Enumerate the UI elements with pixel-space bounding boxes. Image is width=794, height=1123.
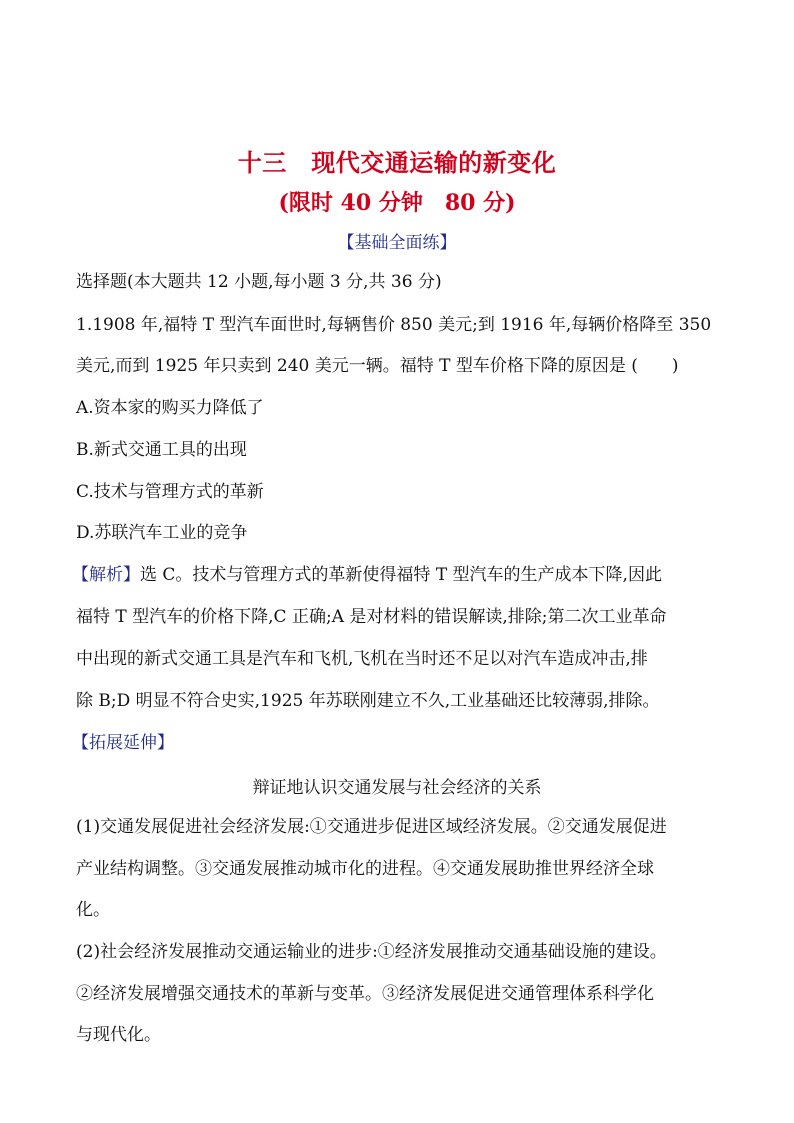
- analysis-line-3: 中出现的新式交通工具是汽车和飞机,飞机在当时还不足以对汽车造成冲击,排: [76, 649, 648, 669]
- option-d: D.苏联汽车工业的竞争: [76, 523, 248, 543]
- question-1-stem-line-2: 美元,而到 1925 年只卖到 240 美元一辆。福特 T 型车价格下降的原因是 ( ): [76, 356, 679, 376]
- extension-heading: 辩证地认识交通发展与社会经济的关系: [252, 778, 542, 798]
- option-c: C.技术与管理方式的革新: [76, 482, 264, 502]
- extension-p1-line-3: 化。: [76, 900, 110, 920]
- extension-p2-line-3: 与现代化。: [76, 1025, 161, 1045]
- analysis-line-1: [72, 563, 662, 587]
- option-a: A.资本家的购买力降低了: [76, 398, 264, 418]
- analysis-label: 【解析】: [72, 565, 140, 585]
- extension-label: 【拓展延伸】: [72, 733, 174, 753]
- analysis-line-2: 福特 T 型汽车的价格下降,C 正确;A 是对材料的错误解读,排除;第二次工业革命: [76, 607, 667, 627]
- page-subtitle: (限时 40 分钟 80 分): [278, 190, 516, 216]
- option-b: B.新式交通工具的出现: [76, 440, 247, 460]
- question-intro: 选择题(本大题共 12 小题,每小题 3 分,共 36 分): [76, 272, 442, 292]
- analysis-text-1: 选 C。技术与管理方式的革新使得福特 T 型汽车的生产成本下降,因此: [140, 565, 662, 585]
- section-label-basic: 【基础全面练】: [337, 233, 457, 253]
- page-title: 十三 现代交通运输的新变化: [237, 149, 557, 177]
- question-1-stem-line-1: 1.1908 年,福特 T 型汽车面世时,每辆售价 850 美元;到 1916 年,每辆价格降至 350: [76, 315, 712, 335]
- extension-p1-line-2: 产业结构调整。③交通发展推动城市化的进程。④交通发展助推世界经济全球: [76, 859, 654, 879]
- extension-p1-line-1: (1)交通发展促进社会经济发展:①交通进步促进区域经济发展。②交通发展促进: [76, 817, 667, 837]
- analysis-line-4: 除 B;D 明显不符合史实,1925 年苏联刚建立不久,工业基础还比较薄弱,排除。: [76, 691, 660, 711]
- extension-p2-line-1: (2)社会经济发展推动交通运输业的进步:①经济发展推动交通基础设施的建设。: [76, 942, 667, 962]
- extension-p2-line-2: ②经济发展增强交通技术的革新与变革。③经济发展促进交通管理体系科学化: [76, 984, 654, 1004]
